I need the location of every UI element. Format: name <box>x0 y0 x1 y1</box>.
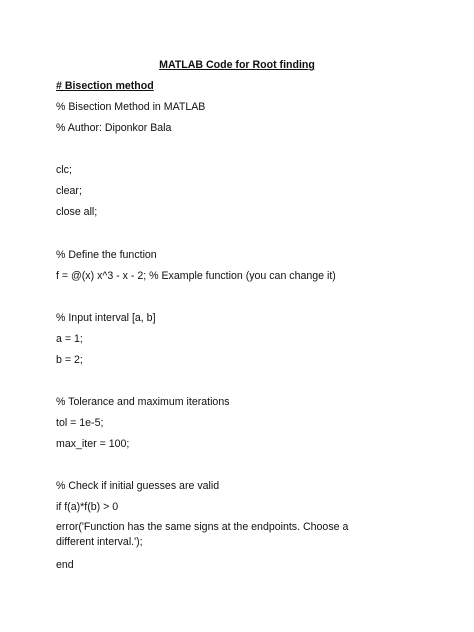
code-line: if f(a)*f(b) > 0 <box>56 501 119 513</box>
code-line: b = 2; <box>56 354 83 366</box>
code-line: tol = 1e-5; <box>56 417 104 429</box>
code-line: % Tolerance and maximum iterations <box>56 396 230 408</box>
code-line: error('Function has the same signs at the endpoints. Choose a different interval.'); <box>56 521 349 548</box>
code-line: % Author: Diponkor Bala <box>56 122 172 134</box>
code-line: f = @(x) x^3 - x - 2; % Example function (you can change it) <box>56 270 336 282</box>
document-title: MATLAB Code for Root finding <box>159 59 315 71</box>
code-line: % Input interval [a, b] <box>56 312 156 324</box>
code-line: clc; <box>56 164 72 176</box>
section-heading: # Bisection method <box>56 80 154 92</box>
code-line: % Define the function <box>56 249 157 261</box>
code-line: end <box>56 559 74 571</box>
code-line: % Bisection Method in MATLAB <box>56 101 206 113</box>
code-line: clear; <box>56 185 82 197</box>
code-line: max_iter = 100; <box>56 438 130 450</box>
code-line: a = 1; <box>56 333 83 345</box>
code-line: close all; <box>56 206 98 218</box>
code-line: % Check if initial guesses are valid <box>56 480 220 492</box>
